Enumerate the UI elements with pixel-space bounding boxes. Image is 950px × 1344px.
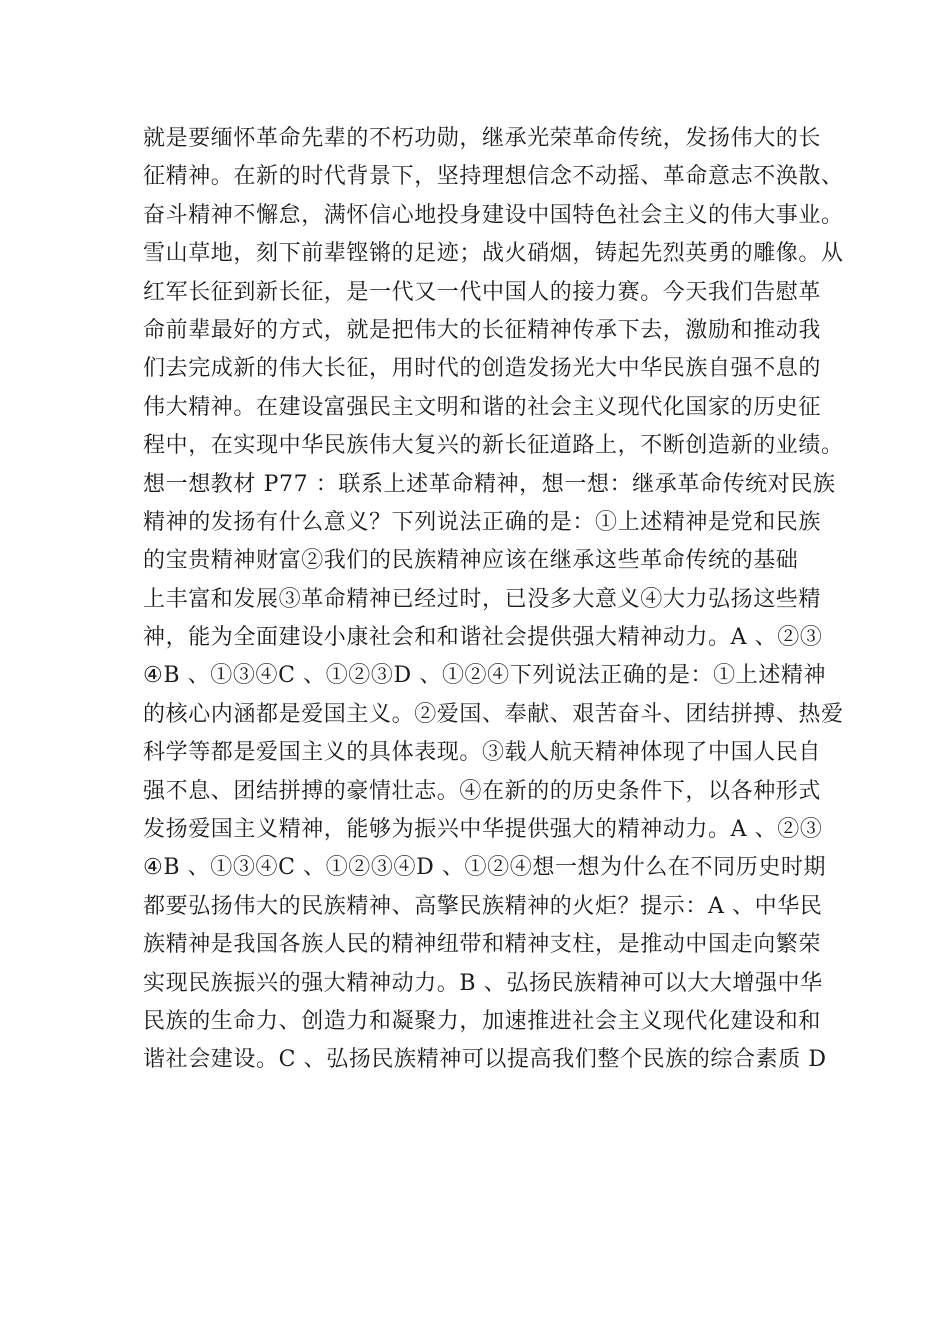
text-line: 就是要缅怀革命先辈的不朽功勋，继承光荣革命传统，发扬伟大的长 <box>143 126 822 151</box>
text-line: 的宝贵精神财富②我们的民族精神应该在继承这些革命传统的基础 <box>143 548 799 574</box>
text-line: 雪山草地，刻下前辈铿锵的足迹；战火硝烟，铸起先烈英勇的雕像。从 <box>143 241 844 267</box>
text-line: 谐社会建设。C 、弘扬民族精神可以提高我们整个民族的综合素质 D <box>143 1047 827 1073</box>
text-line: 民族的生命力、创造力和凝聚力，加速推进社会主义现代化建设和和 <box>143 1008 822 1034</box>
text-line: 强不息、团结拼搏的豪情壮志。④在新的的历史条件下，以各种形式 <box>143 778 822 804</box>
text-line: 们去完成新的伟大长征，用时代的创造发扬光大中华民族自强不息的 <box>143 356 822 382</box>
text-line: 伟大精神。在建设富强民主文明和谐的社会主义现代化国家的历史征 <box>143 394 822 420</box>
text-line: ④B 、①③④C 、①②③④D 、①②④想一想为什么在不同历史时期 <box>143 855 827 881</box>
text-line: 发扬爱国主义精神，能够为振兴中华提供强大的精神动力。A 、②③ <box>143 817 823 843</box>
body-text <box>143 120 844 1080</box>
text-line: 征精神。在新的时代背景下，坚持理想信念不动摇、革命意志不涣散、 <box>143 164 844 190</box>
text-line: 的核心内涵都是爱国主义。②爱国、奉献、艰苦奋斗、团结拼搏、热爱 <box>143 701 844 727</box>
text-line: 都要弘扬伟大的民族精神、高擎民族精神的火炬？提示：A 、中华民 <box>143 893 823 919</box>
text-line: ④B 、①③④C 、①②③D 、①②④下列说法正确的是：①上述精神 <box>143 663 827 689</box>
text-line: 程中，在实现中华民族伟大复兴的新长征道路上，不断创造新的业绩。 <box>143 433 844 459</box>
text-line: 神，能为全面建设小康社会和和谐社会提供强大精神动力。A 、②③ <box>143 625 823 651</box>
text-line: 想一想教材 P77 ：联系上述革命精神，想一想：继承革命传统对民族 <box>143 471 836 497</box>
text-line: 上丰富和发展③革命精神已经过时，已没多大意义④大力弘扬这些精 <box>143 586 822 612</box>
text-line: 族精神是我国各族人民的精神纽带和精神支柱，是推动中国走向繁荣 <box>143 932 822 958</box>
text-line: 命前辈最好的方式，就是把伟大的长征精神传承下去，激励和推动我 <box>143 317 822 343</box>
text-line: 奋斗精神不懈怠，满怀信心地投身建设中国特色社会主义的伟大事业。 <box>143 202 844 228</box>
text-line: 精神的发扬有什么意义？下列说法正确的是：①上述精神是党和民族 <box>143 509 822 535</box>
text-line: 实现民族振兴的强大精神动力。B 、弘扬民族精神可以大大增强中华 <box>143 970 823 996</box>
text-line: 红军长征到新长征，是一代又一代中国人的接力赛。今天我们告慰革 <box>143 279 822 305</box>
text-line: 科学等都是爱国主义的具体表现。③载人航天精神体现了中国人民自 <box>143 740 822 766</box>
